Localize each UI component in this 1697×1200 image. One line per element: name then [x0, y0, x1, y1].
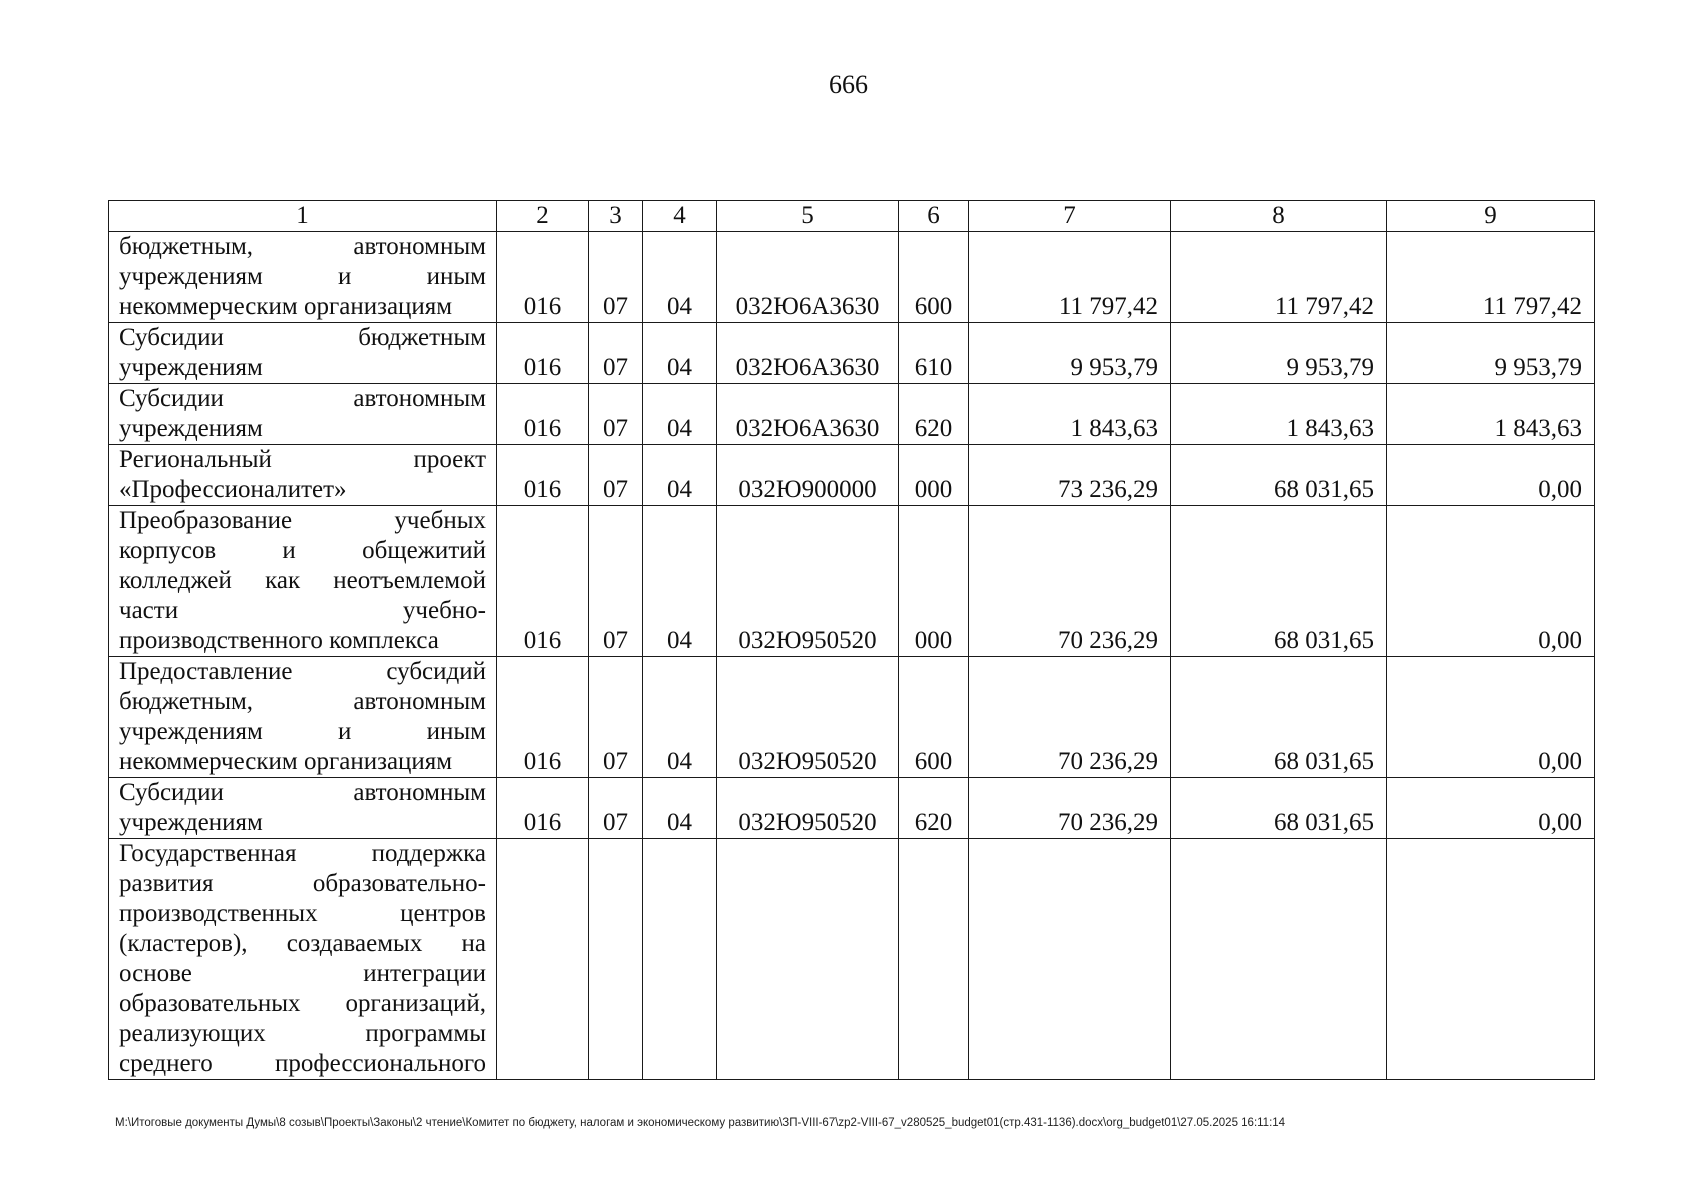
table-row	[109, 445, 1595, 506]
row-description	[109, 323, 497, 384]
description-line: колледжей как неотъемлемой	[119, 567, 486, 594]
cell-section-code	[589, 839, 643, 1080]
cell-subsection-code: 04	[643, 384, 717, 445]
cell-chapter-code: 016	[497, 506, 589, 657]
cell-expense-type: 610	[899, 323, 969, 384]
description-line: Субсидии автономным	[119, 779, 486, 806]
description-line: Преобразование учебных	[119, 507, 486, 534]
description-line: основе интеграции	[119, 960, 486, 987]
header-col-4: 4	[643, 201, 717, 232]
cell-section-code: 07	[589, 657, 643, 778]
cell-amount-2026	[1171, 839, 1387, 1080]
cell-amount-2026: 68 031,65	[1171, 778, 1387, 839]
description-line: корпусов и общежитий	[119, 537, 486, 564]
page-number: 666	[829, 70, 868, 99]
cell-amount-2025: 70 236,29	[969, 778, 1171, 839]
description-line: среднего профессионального	[119, 1050, 486, 1077]
cell-chapter-code: 016	[497, 778, 589, 839]
row-description	[109, 657, 497, 778]
row-description	[109, 506, 497, 657]
header-col-7: 7	[969, 201, 1171, 232]
description-line: учреждениям	[119, 354, 263, 381]
table-header-row	[109, 201, 1595, 232]
header-col-3: 3	[589, 201, 643, 232]
cell-amount-2026: 68 031,65	[1171, 506, 1387, 657]
description-line: учреждениям и иным	[119, 718, 486, 745]
cell-subsection-code: 04	[643, 778, 717, 839]
cell-amount-2025	[969, 839, 1171, 1080]
cell-expense-type	[899, 839, 969, 1080]
description-line: образовательных организаций,	[119, 990, 486, 1017]
cell-expense-type: 600	[899, 657, 969, 778]
cell-subsection-code: 04	[643, 657, 717, 778]
description-line: Государственная поддержка	[119, 840, 486, 867]
cell-section-code: 07	[589, 445, 643, 506]
cell-target-code: 032Ю950520	[717, 657, 899, 778]
cell-amount-2026: 68 031,65	[1171, 657, 1387, 778]
cell-amount-2027: 11 797,42	[1387, 232, 1595, 323]
description-line: производственного комплекса	[119, 627, 439, 654]
cell-section-code: 07	[589, 232, 643, 323]
cell-target-code: 032Ю950520	[717, 778, 899, 839]
cell-subsection-code: 04	[643, 506, 717, 657]
description-line: части учебно-	[119, 597, 486, 624]
description-line: реализующих программы	[119, 1020, 486, 1047]
cell-subsection-code: 04	[643, 445, 717, 506]
cell-amount-2025: 1 843,63	[969, 384, 1171, 445]
table-row	[109, 232, 1595, 323]
cell-amount-2025: 70 236,29	[969, 506, 1171, 657]
cell-amount-2025: 70 236,29	[969, 657, 1171, 778]
description-line: бюджетным, автономным	[119, 233, 486, 260]
header-col-2: 2	[497, 201, 589, 232]
table-row	[109, 384, 1595, 445]
cell-expense-type: 600	[899, 232, 969, 323]
budget-table	[108, 200, 1595, 1080]
description-line: учреждениям и иным	[119, 263, 486, 290]
cell-amount-2025: 11 797,42	[969, 232, 1171, 323]
cell-expense-type: 620	[899, 384, 969, 445]
cell-target-code: 032Ю950520	[717, 506, 899, 657]
cell-amount-2026: 9 953,79	[1171, 323, 1387, 384]
header-col-9: 9	[1387, 201, 1595, 232]
header-col-8: 8	[1171, 201, 1387, 232]
cell-chapter-code: 016	[497, 657, 589, 778]
cell-chapter-code	[497, 839, 589, 1080]
cell-expense-type: 620	[899, 778, 969, 839]
cell-amount-2026: 68 031,65	[1171, 445, 1387, 506]
cell-chapter-code: 016	[497, 384, 589, 445]
cell-amount-2027: 0,00	[1387, 778, 1595, 839]
cell-chapter-code: 016	[497, 323, 589, 384]
description-line: некоммерческим организациям	[119, 293, 453, 320]
cell-amount-2025: 9 953,79	[969, 323, 1171, 384]
cell-amount-2027: 0,00	[1387, 506, 1595, 657]
cell-target-code: 032Ю6А3630	[717, 384, 899, 445]
cell-section-code: 07	[589, 384, 643, 445]
description-line: (кластеров), создаваемых на	[119, 930, 486, 957]
description-line: «Профессионалитет»	[119, 476, 347, 503]
description-line: некоммерческим организациям	[119, 748, 453, 775]
cell-amount-2025: 73 236,29	[969, 445, 1171, 506]
cell-amount-2026: 1 843,63	[1171, 384, 1387, 445]
cell-expense-type: 000	[899, 445, 969, 506]
description-line: Региональный проект	[119, 446, 486, 473]
row-description	[109, 445, 497, 506]
header-col-5: 5	[717, 201, 899, 232]
description-line: учреждениям	[119, 415, 263, 442]
table-row	[109, 323, 1595, 384]
cell-expense-type: 000	[899, 506, 969, 657]
header-col-1: 1	[109, 201, 497, 232]
cell-amount-2026: 11 797,42	[1171, 232, 1387, 323]
cell-target-code: 032Ю900000	[717, 445, 899, 506]
description-line: Предоставление субсидий	[119, 658, 486, 685]
cell-subsection-code: 04	[643, 232, 717, 323]
table-row	[109, 657, 1595, 778]
cell-subsection-code: 04	[643, 323, 717, 384]
row-description	[109, 778, 497, 839]
cell-target-code: 032Ю6А3630	[717, 323, 899, 384]
cell-target-code	[717, 839, 899, 1080]
description-line: учреждениям	[119, 809, 263, 836]
table-row	[109, 506, 1595, 657]
row-description	[109, 839, 497, 1080]
cell-chapter-code: 016	[497, 445, 589, 506]
cell-chapter-code: 016	[497, 232, 589, 323]
table-row	[109, 839, 1595, 1080]
row-description	[109, 384, 497, 445]
description-line: Субсидии бюджетным	[119, 324, 486, 351]
cell-subsection-code	[643, 839, 717, 1080]
description-line: развития образовательно-	[119, 870, 486, 897]
cell-amount-2027: 9 953,79	[1387, 323, 1595, 384]
cell-amount-2027: 0,00	[1387, 445, 1595, 506]
table-row	[109, 778, 1595, 839]
cell-target-code: 032Ю6А3630	[717, 232, 899, 323]
cell-amount-2027: 0,00	[1387, 657, 1595, 778]
cell-amount-2027	[1387, 839, 1595, 1080]
footer-file-path: M:\Итоговые документы Думы\8 созыв\Проекты\Законы\2 чтение\Комитет по бюджету, налогам и экономическому развитию\ЗП-VIII-67\zp2-VIII-67_v280525_budget01(стр.431-1136).docx\org_budget01\27.05.2025 16:11:14	[115, 1117, 1286, 1129]
cell-amount-2027: 1 843,63	[1387, 384, 1595, 445]
description-line: Субсидии автономным	[119, 385, 486, 412]
cell-section-code: 07	[589, 506, 643, 657]
cell-section-code: 07	[589, 323, 643, 384]
cell-section-code: 07	[589, 778, 643, 839]
row-description	[109, 232, 497, 323]
header-col-6: 6	[899, 201, 969, 232]
description-line: бюджетным, автономным	[119, 688, 486, 715]
description-line: производственных центров	[119, 900, 486, 927]
